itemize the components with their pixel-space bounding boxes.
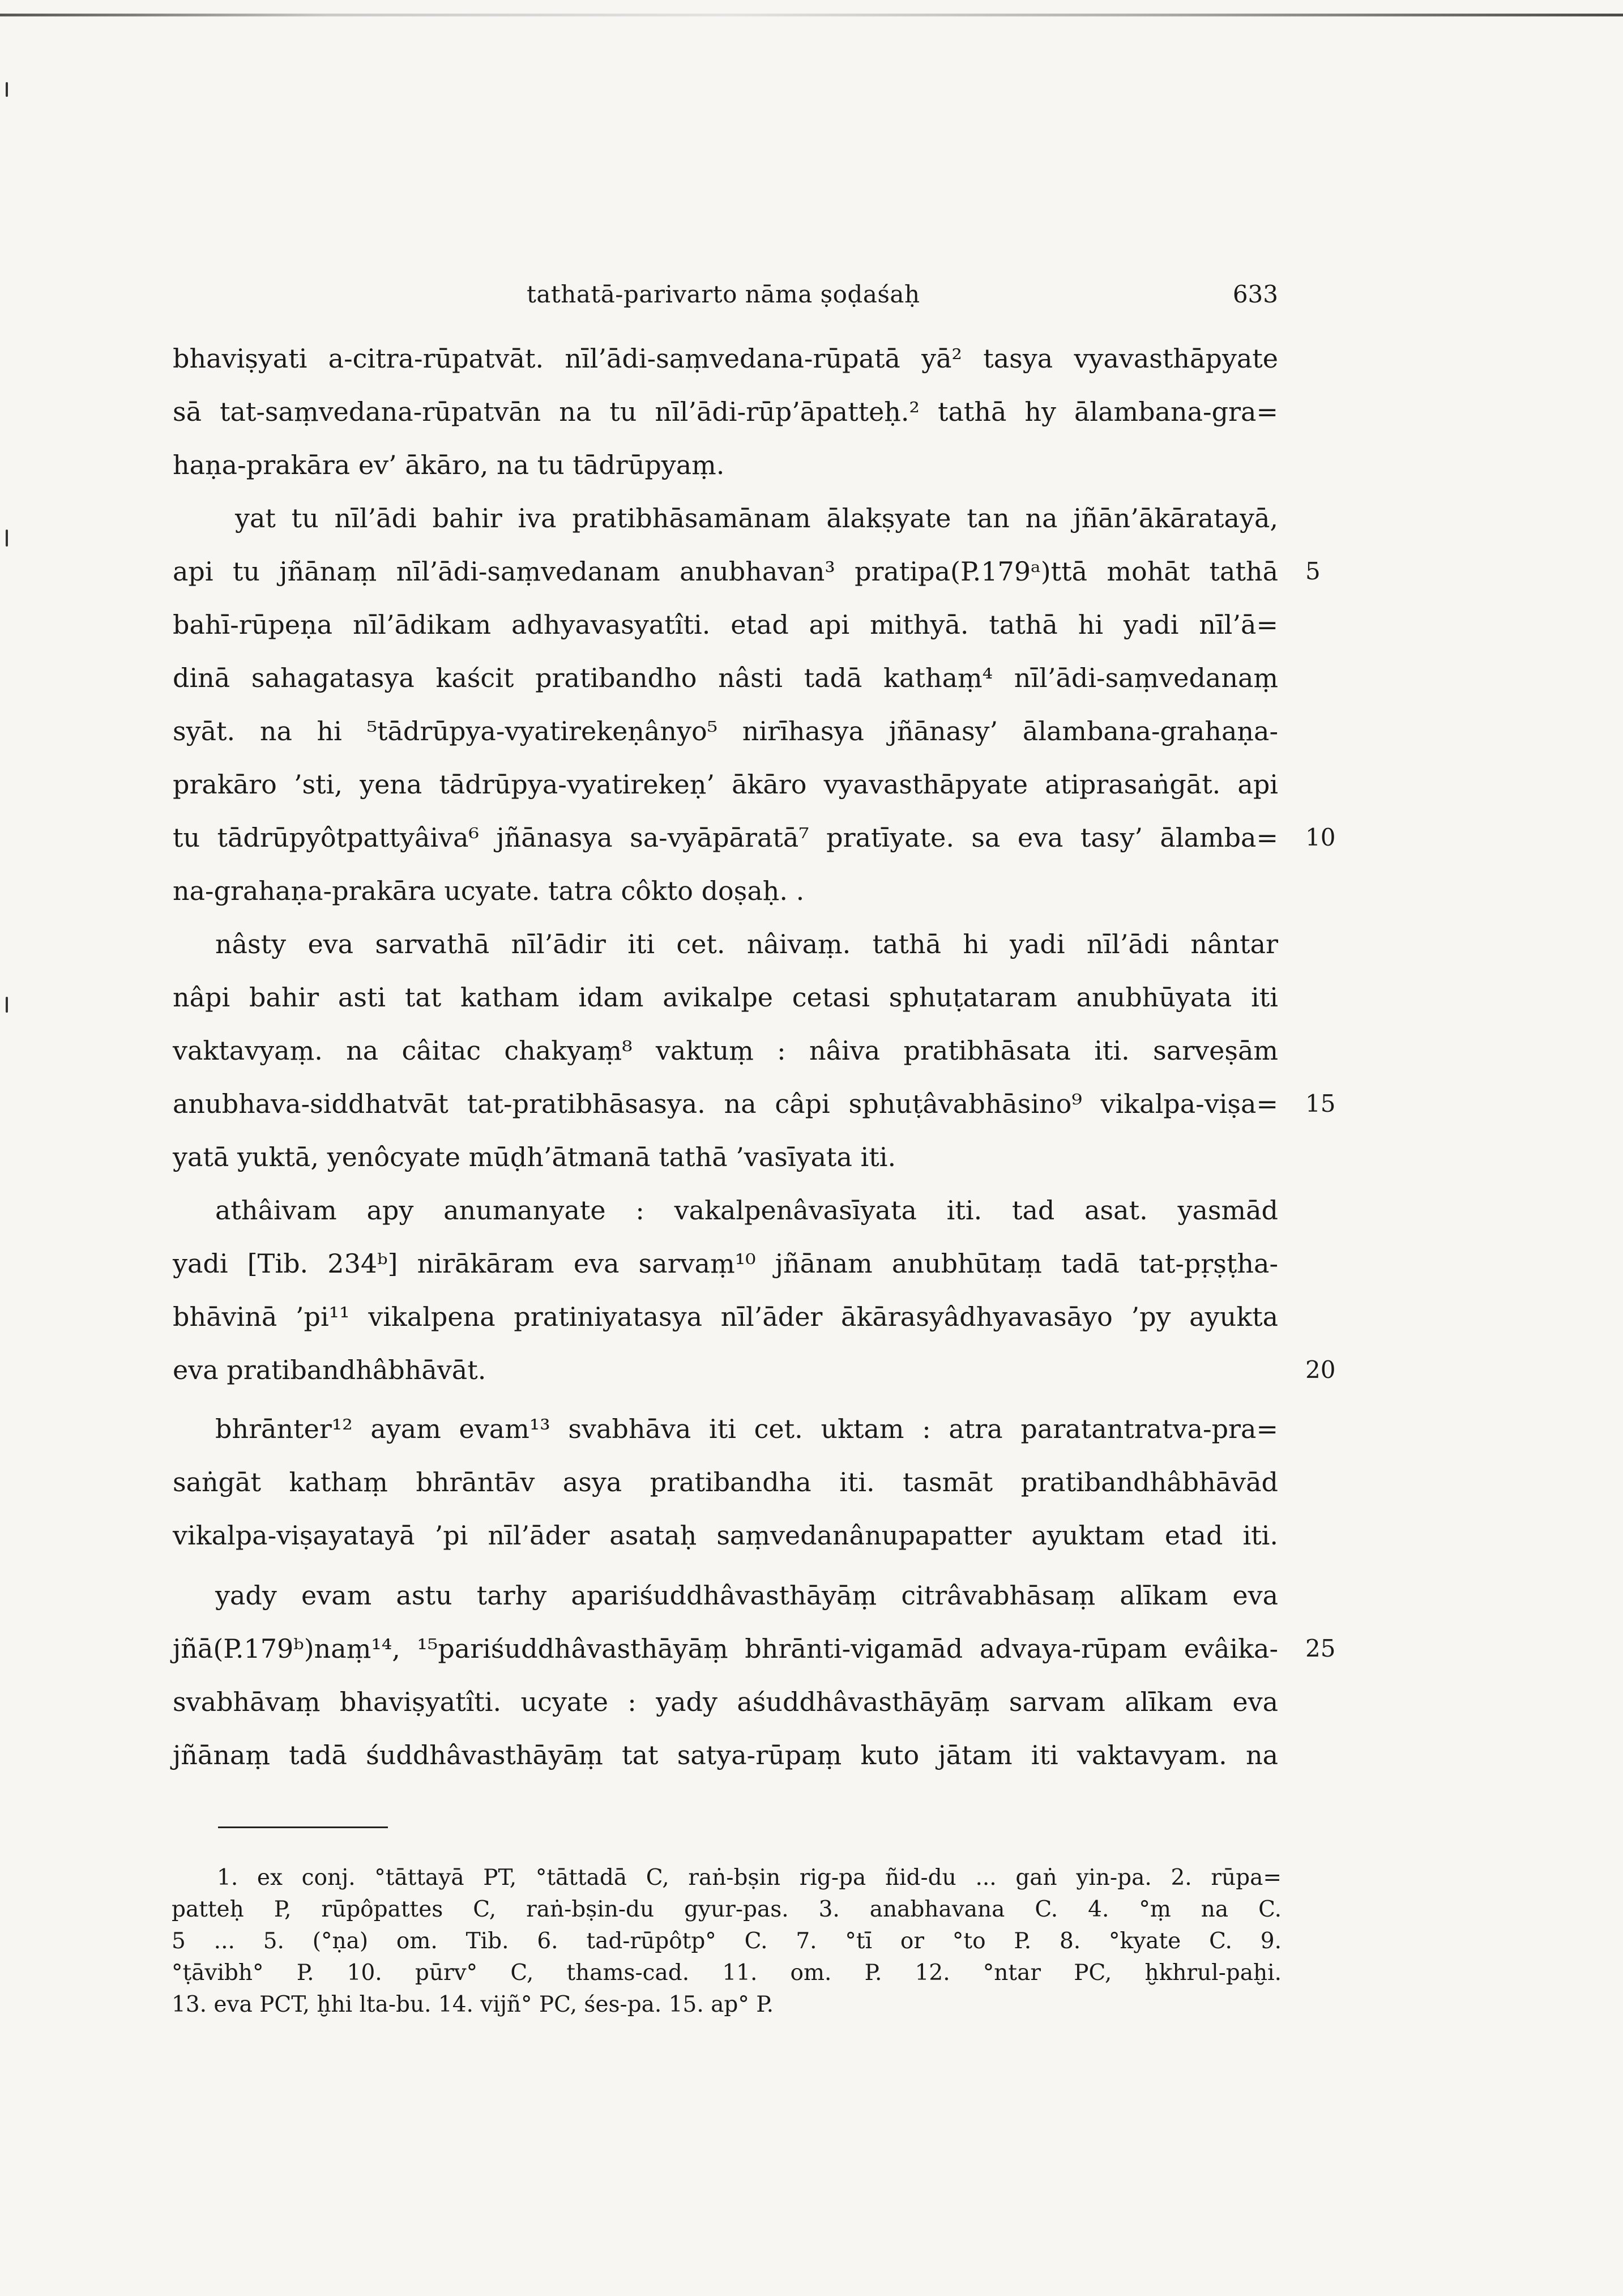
line-text: nâsty eva sarvathā nīl’ādir iti cet. nâivaṃ. tathā hi yadi nīl’ādi nântar xyxy=(215,929,1278,959)
line-text: vikalpa-viṣayatayā ’pi nīl’āder asataḥ saṃvedanânupapatter ayuktam etad iti. xyxy=(173,1520,1278,1551)
text-line xyxy=(173,1516,1278,1555)
line-number: 20 xyxy=(1305,1356,1336,1384)
text-line xyxy=(173,1629,1336,1668)
text-line xyxy=(173,1682,1278,1722)
line-number: 10 xyxy=(1305,823,1336,851)
line-text: dinā sahagatasya kaścit pratibandho nâsti tadā kathaṃ⁴ nīl’ādi-saṃvedanaṃ xyxy=(173,663,1278,693)
text-line xyxy=(173,339,1278,378)
text-line xyxy=(173,1350,1336,1390)
text-line xyxy=(173,1735,1278,1775)
text-line xyxy=(173,605,1278,645)
text-line xyxy=(173,658,1278,698)
page-number: 633 xyxy=(1232,280,1278,308)
line-text: yatā yuktā, yenôcyate mūḍh’ātmanā tathā ’vasīyata iti. xyxy=(173,1142,896,1172)
line-text: api tu jñānaṃ nīl’ādi-saṃvedanam anubhavan³ pratipa(P.179ᵃ)ttā mohāt tathā xyxy=(173,556,1278,587)
text-line xyxy=(173,711,1278,751)
line-text: bahī-rūpeṇa nīl’ādikam adhyavasyatîti. etad api mithyā. tathā hi yadi nīl’ā= xyxy=(173,609,1278,640)
line-text: yadi [Tib. 234ᵇ] nirākāram eva sarvaṃ¹⁰ jñānam anubhūtaṃ tadā tat-pṛṣṭha- xyxy=(173,1248,1278,1279)
text-line xyxy=(173,392,1278,432)
line-text: bhaviṣyati a-citra-rūpatvāt. nīl’ādi-saṃvedana-rūpatā yā² tasya vyavasthāpyate xyxy=(173,343,1278,374)
footnote-rule xyxy=(218,1826,388,1828)
line-text: na-grahaṇa-prakāra ucyate. tatra côkto doṣaḥ. . xyxy=(173,876,805,906)
line-text: eva pratibandhâbhāvāt. xyxy=(173,1355,486,1385)
line-text: tu tādrūpyôtpattyâiva⁶ jñānasya sa-vyāpāratā⁷ pratīyate. sa eva tasy’ ālamba= xyxy=(173,822,1278,853)
text-line xyxy=(215,924,1278,964)
line-text: yady evam astu tarhy apariśuddhâvasthāyāṃ citrâvabhāsaṃ alīkam eva xyxy=(215,1580,1278,1611)
line-text: nâpi bahir asti tat katham idam avikalpe cetasi sphuṭataram anubhūyata iti xyxy=(173,982,1278,1013)
footnote-line: 5 ... 5. (°ṇa) om. Tib. 6. tad-rūpôtp° C. 7. °tī or °to P. 8. °kyate C. 9. xyxy=(172,1928,1282,1954)
line-text: syāt. na hi ⁵tādrūpya-vyatirekeṇânyo⁵ nirīhasya jñānasy’ ālambana-grahaṇa- xyxy=(173,716,1278,746)
line-text: bhāvinā ’pi¹¹ vikalpena pratiniyatasya nīl’āder ākārasyâdhyavasāyo ’py ayukta xyxy=(173,1301,1278,1332)
line-text: yat tu nīl’ādi bahir iva pratibhāsamānam ālakṣyate tan na jñān’ākāratayā, xyxy=(235,503,1278,534)
line-text: jñā(P.179ᵇ)naṃ¹⁴, ¹⁵pariśuddhâvasthāyāṃ bhrānti-vigamād advaya-rūpam evâika- xyxy=(173,1633,1278,1664)
margin-mark xyxy=(6,82,8,97)
text-line xyxy=(215,1409,1278,1449)
line-text: haṇa-prakāra ev’ ākāro, na tu tādrūpyaṃ. xyxy=(173,450,725,480)
text-line xyxy=(173,1137,1278,1177)
text-line xyxy=(173,765,1278,804)
running-title: tathatā-parivarto nāma ṣoḍaśaḥ xyxy=(527,280,920,308)
line-text: svabhāvaṃ bhaviṣyatîti. ucyate : yady aśuddhâvasthāyāṃ sarvam alīkam eva xyxy=(173,1687,1278,1717)
footnote-line: 13. eva PCT, ḫhi lta-bu. 14. vijñ° PC, śes-pa. 15. ap° P. xyxy=(172,1992,774,2017)
text-line xyxy=(173,1031,1278,1070)
line-number: 15 xyxy=(1305,1090,1336,1117)
text-line xyxy=(173,1244,1278,1283)
footnote-line: 1. ex conj. °tāttayā PT, °tāttadā C, raṅ-bṣin rig-pa ñid-du ... gaṅ yin-pa. 2. rūpa= xyxy=(217,1865,1282,1890)
line-text: prakāro ’sti, yena tādrūpya-vyatirekeṇ’ ākāro vyavasthāpyate atiprasaṅgāt. api xyxy=(173,769,1278,800)
text-line xyxy=(215,1190,1278,1230)
text-line xyxy=(173,871,1278,911)
page-header xyxy=(173,280,1278,320)
scan-top-edge xyxy=(0,14,1623,16)
text-line xyxy=(215,1576,1278,1615)
text-line xyxy=(173,978,1278,1017)
line-text: jñānaṃ tadā śuddhâvasthāyāṃ tat satya-rūpaṃ kuto jātam iti vaktavyam. na xyxy=(173,1740,1278,1770)
line-text: saṅgāt kathaṃ bhrāntāv asya pratibandha iti. tasmāt pratibandhâbhāvād xyxy=(173,1467,1278,1497)
text-line xyxy=(173,818,1336,857)
text-line xyxy=(173,1084,1336,1124)
footnote-line: patteḥ P, rūpôpattes C, raṅ-bṣin-du gyur-pas. 3. anabhavana C. 4. °ṃ na C. xyxy=(172,1897,1282,1922)
text-line xyxy=(173,552,1321,591)
line-text: vaktavyaṃ. na câitac chakyaṃ⁸ vaktuṃ : nâiva pratibhāsata iti. sarveṣām xyxy=(173,1035,1278,1066)
text-line xyxy=(235,498,1278,538)
footnote-line: °ṭāvibh° P. 10. pūrv° C, thams-cad. 11. om. P. 12. °ntar PC, ḫkhrul-paḫi. xyxy=(172,1960,1282,1986)
margin-mark xyxy=(6,997,8,1013)
line-text: bhrānter¹² ayam evam¹³ svabhāva iti cet. uktam : atra paratantratva-pra= xyxy=(215,1414,1278,1444)
text-line xyxy=(173,1462,1278,1502)
line-number: 25 xyxy=(1305,1634,1336,1662)
text-line xyxy=(173,1297,1278,1337)
text-line xyxy=(173,445,1278,485)
line-text: anubhava-siddhatvāt tat-pratibhāsasya. na câpi sphuṭâvabhāsino⁹ vikalpa-viṣa= xyxy=(173,1089,1278,1119)
margin-mark xyxy=(6,530,8,547)
line-text: sā tat-saṃvedana-rūpatvān na tu nīl’ādi-rūp’āpatteḥ.² tathā hy ālambana-gra= xyxy=(173,396,1278,427)
line-text: athâivam apy anumanyate : vakalpenâvasīyata iti. tad asat. yasmād xyxy=(215,1195,1278,1226)
line-number: 5 xyxy=(1305,557,1321,585)
